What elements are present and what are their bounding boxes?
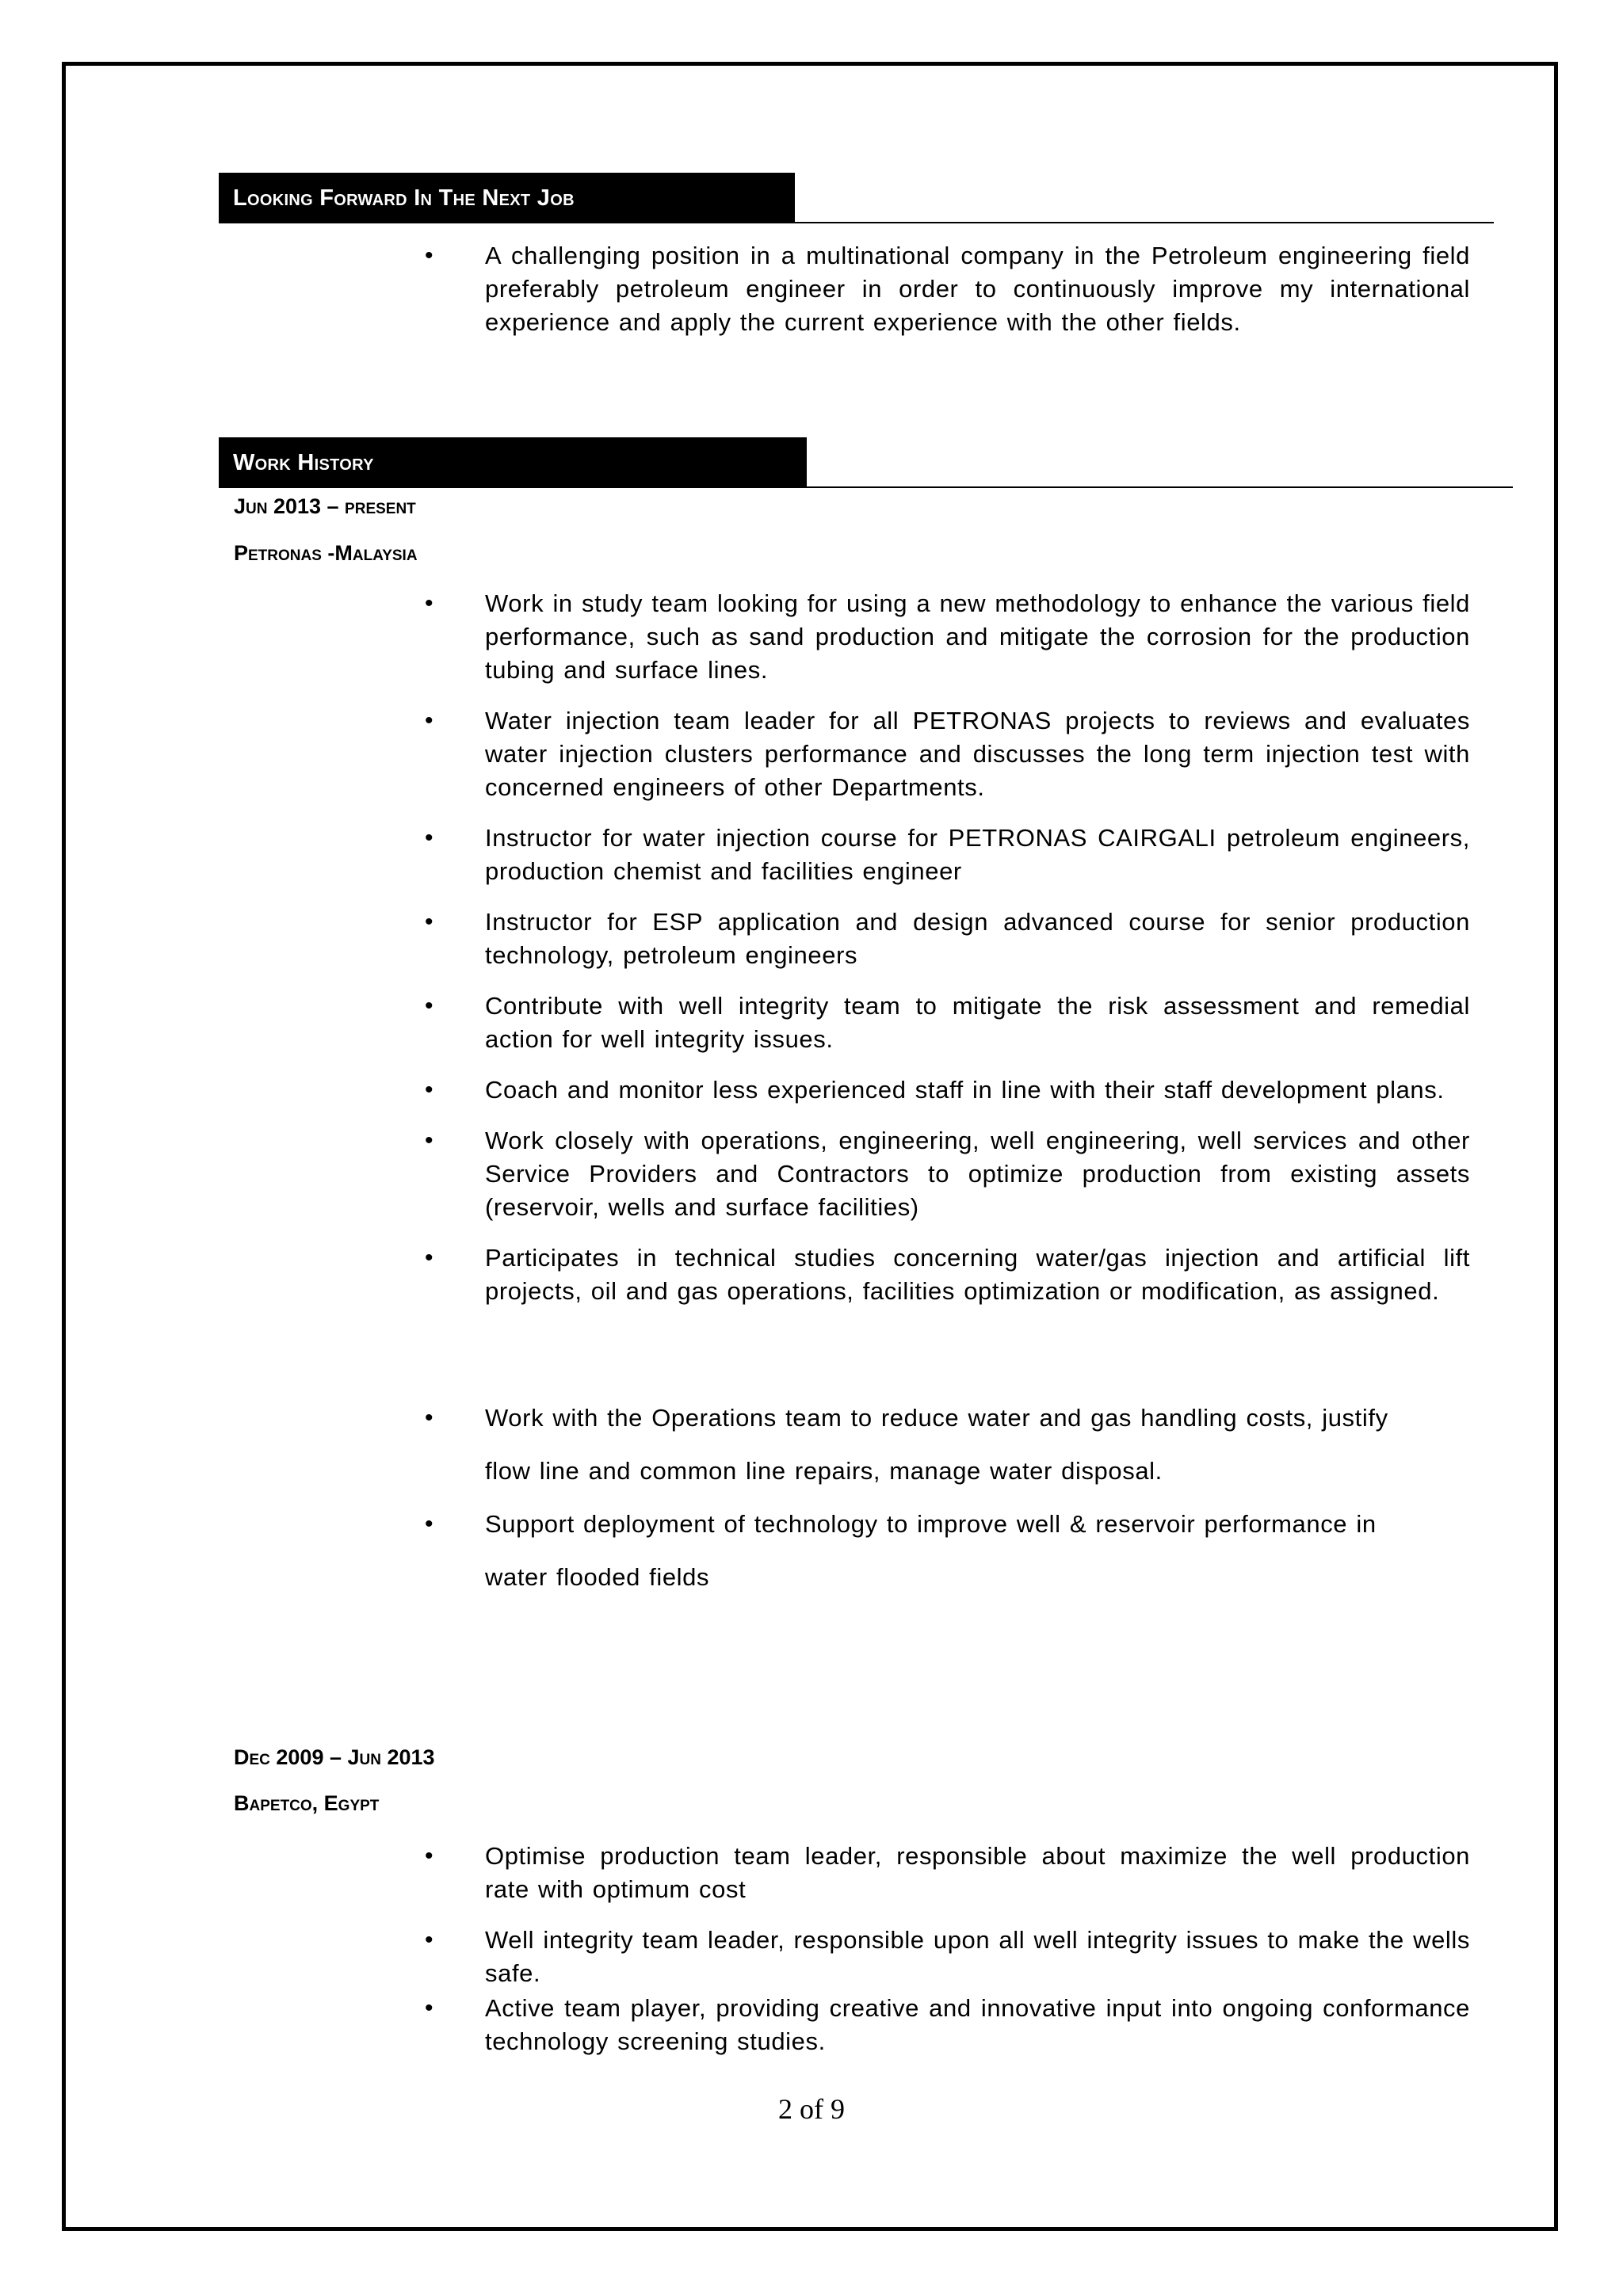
list-item: • A challenging position in a multinational company in the Petroleum engineering field preferably petroleum engineer in order to continuously improve my international experience and apply the current experience with the other fields. — [420, 239, 1470, 339]
list-item: • Participates in technical studies concerning water/gas injection and artificial lift projects, oil and gas operations, facilities optimization or modification, as assigned. — [420, 1241, 1470, 1308]
job-company: Bapetco, Egypt — [234, 1791, 380, 1815]
bullet-icon: • — [425, 1927, 434, 1953]
bullet-icon: • — [425, 909, 434, 935]
bullet-icon: • — [425, 1245, 434, 1271]
list-item: • Well integrity team leader, responsible upon all well integrity issues to make the wells safe. — [420, 1924, 1470, 1990]
bullet-icon: • — [425, 1511, 434, 1537]
bullet-icon: • — [425, 590, 434, 616]
list-item: • Instructor for ESP application and design advanced course for senior production technology, petroleum engineers — [420, 906, 1470, 972]
section-rule — [807, 486, 1513, 488]
job-duties-list — [420, 587, 1470, 1308]
list-item: • Work in study team looking for using a new methodology to enhance the various field performance, such as sand production and mitigate the corrosion for the production tubing and surface lines. — [420, 587, 1470, 687]
section-title: Work History — [219, 437, 807, 488]
job-company: Petronas -Malaysia — [234, 541, 418, 565]
bullet-icon: • — [425, 1077, 434, 1103]
job-dates: Dec 2009 – Jun 2013 — [234, 1745, 435, 1769]
job-dates: Jun 2013 – present — [234, 494, 416, 518]
bullet-icon: • — [425, 242, 434, 269]
bullet-icon: • — [425, 1127, 434, 1154]
looking-forward-list — [420, 239, 1470, 339]
list-item: • Optimise production team leader, responsible about maximize the well production rate with optimum cost — [420, 1840, 1470, 1906]
job-duties-list — [420, 1840, 1470, 2058]
list-item: • Work closely with operations, engineering, well engineering, well services and other Service Providers and Contractors to optimize production from existing assets (reservoir, wells and surface facilities) — [420, 1124, 1470, 1224]
list-item: • Contribute with well integrity team to mitigate the risk assessment and remedial action for well integrity issues. — [420, 990, 1470, 1056]
page-number: 2 of 9 — [778, 2093, 845, 2125]
list-item: • Instructor for water injection course for PETRONAS CAIRGALI petroleum engineers, production chemist and facilities engineer — [420, 822, 1470, 888]
list-item: • Active team player, providing creative and innovative input into ongoing conformance technology screening studies. — [420, 1992, 1470, 2058]
list-item: • Coach and monitor less experienced staff in line with their staff development plans. — [420, 1074, 1470, 1107]
bullet-icon: • — [425, 993, 434, 1019]
list-item: • Work with the Operations team to reduce water and gas handling costs, justify flow line and common line repairs, manage water disposal. — [420, 1391, 1411, 1497]
section-rule — [795, 222, 1494, 223]
job-duties-list-extra — [420, 1391, 1411, 1604]
list-item: • Water injection team leader for all PETRONAS projects to reviews and evaluates water injection clusters performance and discusses the long term injection test with concerned engineers of other Departments. — [420, 704, 1470, 804]
list-item: • Support deployment of technology to improve well & reservoir performance in water flooded fields — [420, 1497, 1411, 1604]
bullet-icon: • — [425, 825, 434, 851]
bullet-icon: • — [425, 1995, 434, 2021]
bullet-icon: • — [425, 1843, 434, 1869]
bullet-icon: • — [425, 1405, 434, 1431]
section-title: Looking Forward In The Next Job — [219, 173, 795, 223]
bullet-icon: • — [425, 707, 434, 734]
